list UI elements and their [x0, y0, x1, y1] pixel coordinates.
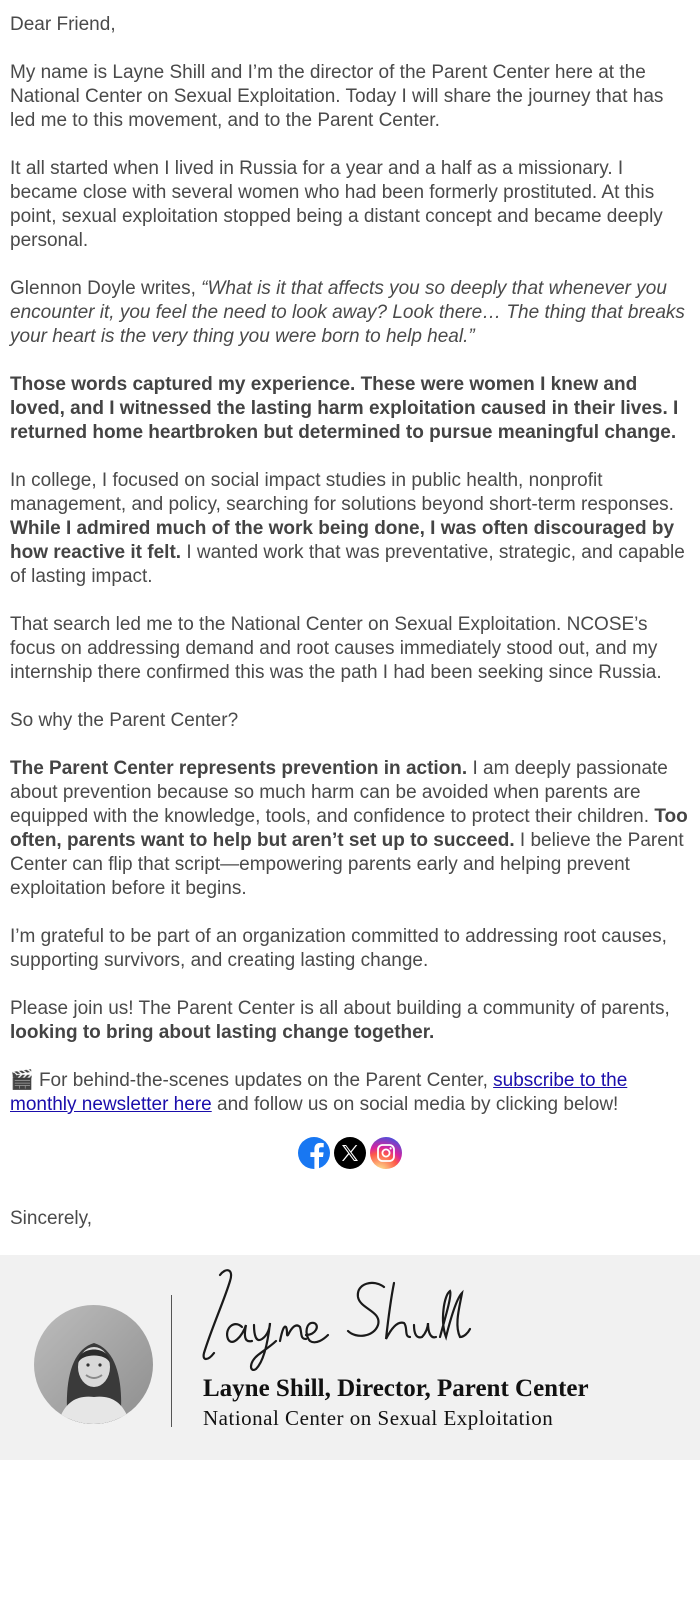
social-links — [10, 1137, 690, 1169]
paragraph-question: So why the Parent Center? — [10, 710, 239, 731]
paragraph-college — [10, 469, 690, 589]
quote-lead: Glennon Doyle writes, — [10, 278, 196, 299]
prevention-text-a: I am deeply passionate about prevention because so much harm can be avoided when parents are equipped with the knowledge, tools, and confidence to protect their children. — [10, 758, 668, 827]
clapperboard-icon: 🎬 — [10, 1070, 34, 1091]
signature-name-title: Layne Shill, Director, Parent Center — [203, 1375, 589, 1402]
avatar — [34, 1305, 153, 1424]
join-text: Please join us! The Parent Center is all about building a community of parents, — [10, 998, 670, 1019]
experience-bold: Those words captured my experience. These were women I knew and loved, and I witnessed the lasting harm exploitation caused in their lives. I returned home heartbroken but determined to pursue meaningful change. — [10, 374, 679, 443]
paragraph-grateful: I’m grateful to be part of an organization committed to addressing root causes, supporting survivors, and creating lasting change. — [10, 926, 667, 971]
prevention-bold-2: Too often, parents want to help but aren’t set up to succeed. — [10, 806, 688, 851]
signature-card — [0, 1255, 700, 1460]
newsletter-text-a: For behind-the-scenes updates on the Parent Center, — [38, 1070, 488, 1091]
facebook-button[interactable] — [298, 1137, 330, 1169]
paragraph-prevention — [10, 757, 690, 901]
x-button[interactable] — [334, 1137, 366, 1169]
signoff: Sincerely, — [10, 1208, 93, 1229]
paragraph-ncose: That search led me to the National Center on Sexual Exploitation. NCOSE’s focus on addressing demand and root causes immediately stood out, and my internship there confirmed this was the path I had been seeking since Russia. — [10, 614, 662, 683]
college-text-b: I wanted work that was preventative, strategic, and capable of lasting impact. — [10, 542, 685, 587]
quote-text: “What is it that affects you so deeply that whenever you encounter it, you feel the need to look away? Look there… The thing that breaks your heart is the very thing you were born to help heal.” — [10, 278, 685, 347]
signature-organization: National Center on Sexual Exploitation — [203, 1406, 554, 1430]
greeting: Dear Friend, — [10, 14, 116, 35]
paragraph-quote — [10, 277, 690, 349]
newsletter-subscribe-link[interactable]: subscribe to the monthly newsletter here — [10, 1070, 628, 1115]
instagram-button[interactable] — [370, 1137, 402, 1169]
prevention-bold-1: The Parent Center represents prevention in action. — [10, 758, 468, 779]
paragraph-experience — [10, 373, 690, 445]
instagram-icon — [376, 1143, 396, 1163]
newsletter-text-b: and follow us on social media by clicking below! — [217, 1094, 619, 1115]
join-bold: looking to bring about lasting change together. — [10, 1022, 435, 1043]
facebook-icon — [298, 1137, 330, 1169]
handwritten-signature — [198, 1265, 488, 1375]
x-icon — [341, 1144, 359, 1162]
prevention-text-b: I believe the Parent Center can flip that script—empowering parents early and helping prevent exploitation before it begins. — [10, 830, 684, 899]
college-bold: While I admired much of the work being done, I was often discouraged by how reactive it felt. — [10, 518, 675, 563]
college-text-a: In college, I focused on social impact studies in public health, nonprofit management, and policy, searching for solutions beyond short-term responses. — [10, 470, 674, 515]
paragraph-russia: It all started when I lived in Russia for a year and a half as a missionary. I became close with several women who had been formerly prostituted. At this point, sexual exploitation stopped being a distant concept and became deeply personal. — [10, 158, 663, 251]
person-photo-icon — [34, 1305, 153, 1424]
paragraph-intro: My name is Layne Shill and I’m the director of the Parent Center here at the National Center on Sexual Exploitation. Today I will share the journey that has led me to this movement, and to the Parent Center. — [10, 62, 664, 131]
signature-divider — [171, 1295, 172, 1427]
paragraph-join — [10, 997, 690, 1045]
paragraph-newsletter — [10, 1069, 690, 1117]
